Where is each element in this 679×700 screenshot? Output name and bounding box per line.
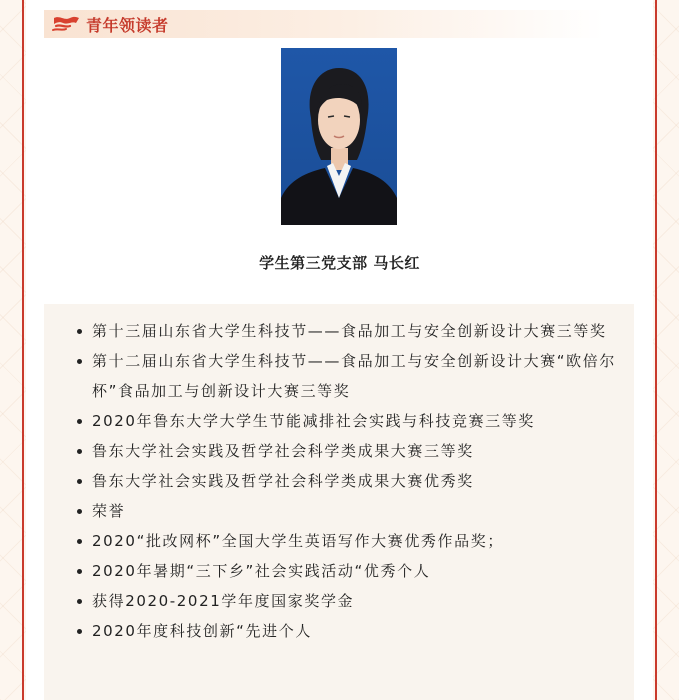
photo-caption: 学生第三党支部 马长红 — [259, 254, 420, 272]
award-item: 第十二届山东省大学生科技节——食品加工与安全创新设计大赛“欧倍尔杯”食品加工与创新设计大赛三等奖 — [92, 346, 628, 406]
portrait-photo — [281, 48, 397, 225]
award-item: 鲁东大学社会实践及哲学社会科学类成果大赛三等奖 — [92, 436, 628, 466]
right-border-line — [655, 0, 657, 700]
award-item: 2020年暑期“三下乡”社会实践活动“优秀个人 — [92, 556, 628, 586]
award-list — [44, 304, 634, 646]
red-flag-icon — [50, 14, 82, 34]
award-item: 获得2020-2021学年度国家奖学金 — [92, 586, 628, 616]
award-item: 荣誉 — [92, 496, 628, 526]
award-list-box — [44, 304, 634, 700]
section-title: 青年领读者 — [86, 15, 169, 35]
award-item: 第十三届山东省大学生科技节——食品加工与安全创新设计大赛三等奖 — [92, 316, 628, 346]
left-border-line — [22, 0, 24, 700]
award-item: 鲁东大学社会实践及哲学社会科学类成果大赛优秀奖 — [92, 466, 628, 496]
award-item: 2020年鲁东大学大学生节能减排社会实践与科技竞赛三等奖 — [92, 406, 628, 436]
award-item: 2020年度科技创新“先进个人 — [92, 616, 628, 646]
section-header — [44, 10, 604, 38]
award-item: 2020“批改网杯”全国大学生英语写作大赛优秀作品奖； — [92, 526, 628, 556]
